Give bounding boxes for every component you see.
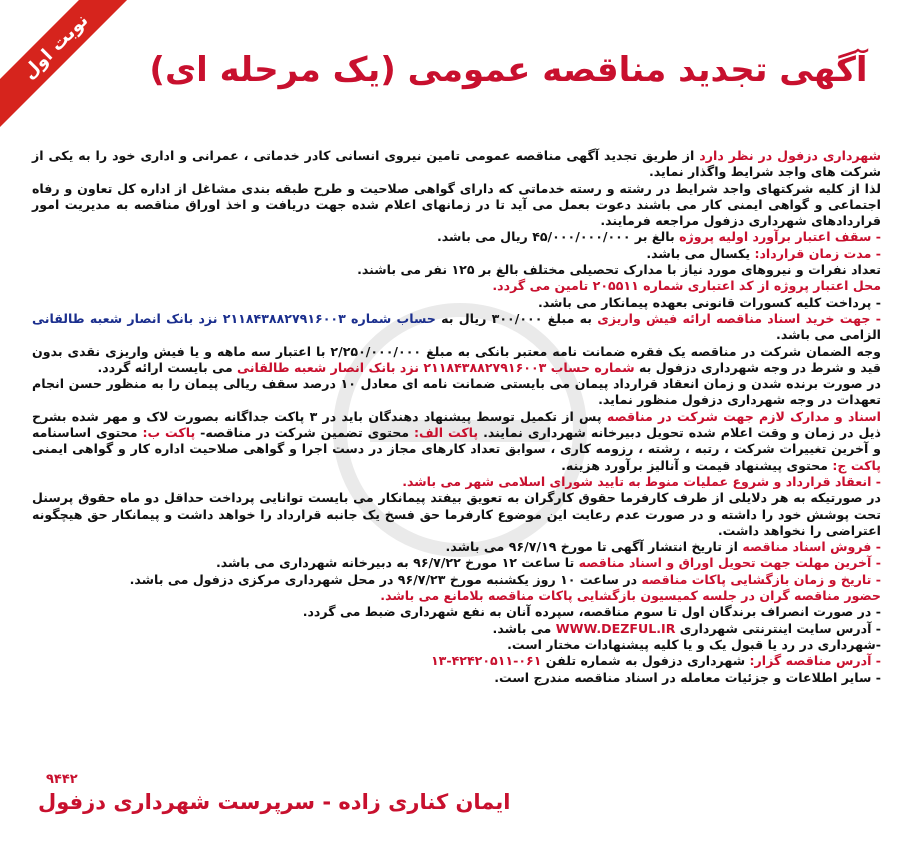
- budget-label: - سقف اعتبار برآورد اولیه پروژه: [679, 229, 881, 245]
- guarantee-account: شماره حساب ۲۱۱۸۴۳۸۸۲۷۹۱۶۰۰۳ نزد بانک انصار شعبه طالقانی: [237, 359, 635, 375]
- address-label: - آدرس مناقصه گزار:: [749, 653, 881, 669]
- guarantee-paragraph: [32, 344, 881, 377]
- intro-lead: شهرداری دزفول در نظر دارد: [699, 148, 881, 163]
- envelope-b-label: پاکت ب:: [142, 425, 196, 441]
- delay-paragraph: در صورتیکه به هر دلایلی از طرف کارفرما حقوق کارگران به تعویق بیفتد پیمانکار می بایست توانایی پرداخت حداقل دو ماه حقوق پرسنل تحت پوشش خود را داشته و در صورت عدم رعایت این موضوع کارفرما حق فسخ یک جانبه قرارداد را خواهد داشت و پیمانکار حق هیچگونه اعتراضی را نخواهد داشت.: [32, 490, 881, 538]
- website-link[interactable]: WWW.DEZFUL.IR: [555, 620, 676, 636]
- opening-line: [32, 572, 881, 588]
- documents-label: اسناد و مدارک لازم جهت شرکت در مناقصه: [606, 408, 881, 424]
- budget-line: [32, 229, 881, 245]
- signature: ایمان کناری زاده - سرپرست شهرداری دزفول: [38, 790, 511, 814]
- opening-text: در ساعت ۱۰ روز یکشنبه مورخ ۹۶/۷/۲۳ در محل شهرداری مرکزی دزفول می باشد.: [129, 571, 642, 587]
- deadline-label: - آخرین مهلت جهت تحویل اوراق و اسناد مناقصه: [578, 555, 881, 571]
- duration-text: یکسال می باشد.: [646, 245, 755, 261]
- sale-label: - فروش اسناد مناقصه: [742, 539, 881, 555]
- address-text: شهرداری دزفول به شماره تلفن: [541, 653, 750, 669]
- reference-number: ۹۴۴۲: [46, 772, 78, 787]
- invitation-paragraph: لذا از کلیه شرکتهای واجد شرایط در رشته و رسته خدماتی که دارای گواهی صلاحیت و طرح طبقه بندی مشاغل از اداره کل تعاون و رفاه اجتماعی و گواهی ایمنی کار می باشند دعوت بعمل می آید تا در زمانهای اعلام شده جهت دریافت و اخذ اوراق مناقصه به مدیریت امور قراردادهای شهرداری دزفول مراجعه فرمایند.: [32, 180, 881, 229]
- first-notice-badge: [0, 0, 130, 130]
- withdraw-line: - در صورت انصراف برندگان اول تا سوم مناقصه، سپرده آنان به نفع شهرداری ضبط می گردد.: [302, 604, 881, 620]
- website-end: می باشد.: [492, 620, 556, 636]
- address-line: [32, 653, 881, 669]
- deadline-line: [32, 555, 881, 571]
- contract-start-line: - انعقاد قرارداد و شروع عملیات منوط به تایید شورای اسلامی شهر می باشد.: [402, 473, 881, 489]
- deadline-text: تا ساعت ۱۲ مورخ ۹۶/۷/۲۲ به دبیرخانه شهرداری می باشد.: [215, 555, 579, 571]
- envelope-a-text: محتوی تضمین شرکت در مناقصه-: [195, 425, 415, 441]
- purchase-label: - جهت خرید اسناد مناقصه ارائه فیش واریزی: [597, 310, 881, 326]
- sale-line: [32, 539, 881, 555]
- intro-paragraph: [32, 148, 881, 181]
- duration-label: - مدت زمان قرارداد:: [754, 245, 881, 261]
- website-text: - آدرس سایت اینترنتی شهرداری: [675, 620, 881, 636]
- opening-label: - تاریخ و زمان بازگشایی پاکات مناقصه: [641, 571, 881, 587]
- envelope-a-label: پاکت الف:: [414, 425, 479, 441]
- envelope-b-text: محتوی اساسنامه و آخرین تغییرات شرکت ، رتبه ، رشته ، رزومه کاری ، سوابق تعداد کارهای مجاز در دست اجرا و گواهی صلاحیت اداره کار و گواهی ایمنی: [32, 425, 881, 457]
- sale-text: از تاریخ انتشار آگهی تا مورخ ۹۶/۷/۱۹ می باشد.: [445, 539, 743, 555]
- other-info-line: - سایر اطلاعات و جزئیات معامله در اسناد مناقصه مندرج است.: [494, 669, 881, 685]
- page-title: آگهی تجدید مناقصه عمومی (یک مرحله ای): [149, 50, 868, 90]
- duration-line: [32, 246, 881, 262]
- website-line: [32, 621, 881, 637]
- documents-paragraph: [32, 409, 881, 474]
- guarantee-end: می بایست ارائه گردد.: [97, 359, 237, 375]
- badge-label: نوبت اول: [0, 0, 130, 130]
- deductions-line: - پرداخت کلیه کسورات قانونی بعهده پیمانکار می باشد.: [538, 294, 881, 310]
- intro-text: از طریق تجدید آگهی مناقصه عمومی تامین نیروی انسانی کادر خدماتی ، عمرانی و اداری خود را به یکی از شرکت های واجد شرایط واگذار نماید.: [32, 148, 881, 180]
- attendance-line: حضور مناقصه گران در جلسه کمیسیون بازگشایی پاکات مناقصه بلامانع می باشد.: [380, 588, 881, 604]
- envelope-c-text: محتوی پیشنهاد قیمت و آنالیز برآورد هزینه.: [561, 457, 833, 473]
- guarantee-text: وجه الضمان شرکت در مناقصه یک فقره ضمانت نامه معتبر بانکی به مبلغ ۲/۲۵۰/۰۰۰/۰۰۰ با اعتبار سه ماهه و یا فیش واریزی نقدی بدون قید و شرط در وجه شهرداری دزفول به: [32, 343, 881, 375]
- purchase-text: به مبلغ ۳۰۰/۰۰۰ ریال به: [435, 310, 598, 326]
- purchase-end: الزامی می باشد.: [776, 327, 881, 343]
- purchase-line: [32, 311, 881, 344]
- budget-text: بالغ بر ۴۵/۰۰۰/۰۰۰/۰۰۰ ریال می باشد.: [436, 229, 680, 245]
- purchase-account: حساب شماره ۲۱۱۸۴۳۸۸۲۷۹۱۶۰۰۳ نزد بانک انصار شعبه طالقانی: [32, 310, 436, 326]
- staff-line: تعداد نفرات و نیروهای مورد نیاز با مدارک تحصیلی مختلف بالغ بر ۱۲۵ نفر می باشند.: [357, 262, 881, 278]
- documents-text: پس از تکمیل توسط پیشنهاد دهندگان باید در ۳ پاکت جداگانه بصورت لاک و مهر شده بشرح ذیل در زمان و وقت اعلام شده تحویل دبیرخانه شهرداری نمایند.: [32, 408, 881, 441]
- funding-line: محل اعتبار پروژه از کد اعتباری شماره ۲۰۵۵۱۱ تامین می گردد.: [492, 278, 881, 294]
- reject-line: -شهرداری در رد یا قبول یک و یا کلیه پیشنهادات مختار است.: [507, 636, 881, 652]
- envelope-c-label: پاکت ج:: [832, 457, 881, 473]
- notice-body: [32, 148, 881, 686]
- phone-number: ۰۶۱-۴۲۴۲۰۵۱۱-۱۳: [431, 653, 542, 669]
- winner-paragraph: در صورت برنده شدن و زمان انعقاد قرارداد پیمان می بایستی ضمانت نامه ای معادل ۱۰ درصد سقف ریالی پیمان را به منظور حسن انجام تعهدات در وجه شهرداری دزفول منظور نماید.: [32, 376, 882, 408]
